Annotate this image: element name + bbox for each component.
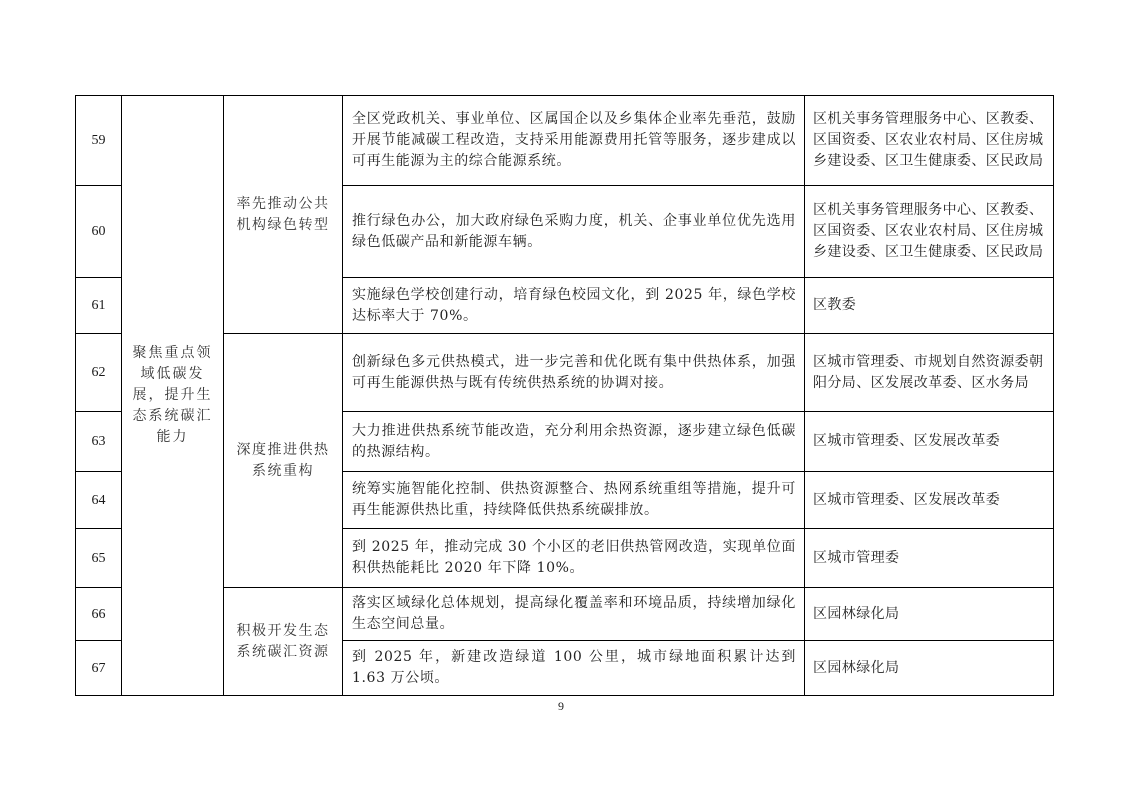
department-cell: 区机关事务管理服务中心、区教委、区国资委、区农业农村局、区住房城乡建设委、区卫生健康委、区民政局 [805,96,1054,186]
subcategory-cell: 深度推进供热系统重构 [224,334,343,588]
category-cell: 聚焦重点领域低碳发展，提升生态系统碳汇能力 [122,96,224,696]
table-row [76,96,1054,186]
department-cell: 区城市管理委、区发展改革委 [805,472,1054,529]
department-cell: 区城市管理委、市规划自然资源委朝阳分局、区发展改革委、区水务局 [805,334,1054,412]
department-cell: 区教委 [805,278,1054,334]
subcategory-cell: 积极开发生态系统碳汇资源 [224,588,343,696]
task-cell: 统筹实施智能化控制、供热资源整合、热网系统重组等措施，提升可再生能源供热比重，持续降低供热系统碳排放。 [343,472,805,529]
task-cell: 实施绿色学校创建行动，培育绿色校园文化，到 2025 年，绿色学校达标率大于 70%。 [343,278,805,334]
row-number: 64 [76,472,122,529]
department-cell: 区城市管理委 [805,529,1054,588]
task-cell: 创新绿色多元供热模式，进一步完善和优化既有集中供热体系，加强可再生能源供热与既有传统供热系统的协调对接。 [343,334,805,412]
department-cell: 区机关事务管理服务中心、区教委、区国资委、区农业农村局、区住房城乡建设委、区卫生健康委、区民政局 [805,186,1054,278]
task-cell: 落实区域绿化总体规划，提高绿化覆盖率和环境品质，持续增加绿化生态空间总量。 [343,588,805,641]
row-number: 67 [76,641,122,696]
row-number: 62 [76,334,122,412]
task-cell: 到 2025 年，推动完成 30 个小区的老旧供热管网改造，实现单位面积供热能耗比 2020 年下降 10%。 [343,529,805,588]
page-number: 9 [558,699,564,713]
row-number: 59 [76,96,122,186]
row-number: 66 [76,588,122,641]
department-cell: 区园林绿化局 [805,588,1054,641]
task-cell: 推行绿色办公，加大政府绿色采购力度，机关、企事业单位优先选用绿色低碳产品和新能源车辆。 [343,186,805,278]
row-number: 63 [76,412,122,472]
subcategory-cell: 率先推动公共机构绿色转型 [224,96,343,334]
task-cell: 到 2025 年，新建改造绿道 100 公里，城市绿地面积累计达到 1.63 万公顷。 [343,641,805,696]
department-cell: 区城市管理委、区发展改革委 [805,412,1054,472]
task-cell: 全区党政机关、事业单位、区属国企以及乡集体企业率先垂范，鼓励开展节能减碳工程改造，支持采用能源费用托管等服务，逐步建成以可再生能源为主的综合能源系统。 [343,96,805,186]
task-cell: 大力推进供热系统节能改造，充分利用余热资源，逐步建立绿色低碳的热源结构。 [343,412,805,472]
row-number: 60 [76,186,122,278]
measures-table [75,95,1054,696]
row-number: 65 [76,529,122,588]
row-number: 61 [76,278,122,334]
department-cell: 区园林绿化局 [805,641,1054,696]
